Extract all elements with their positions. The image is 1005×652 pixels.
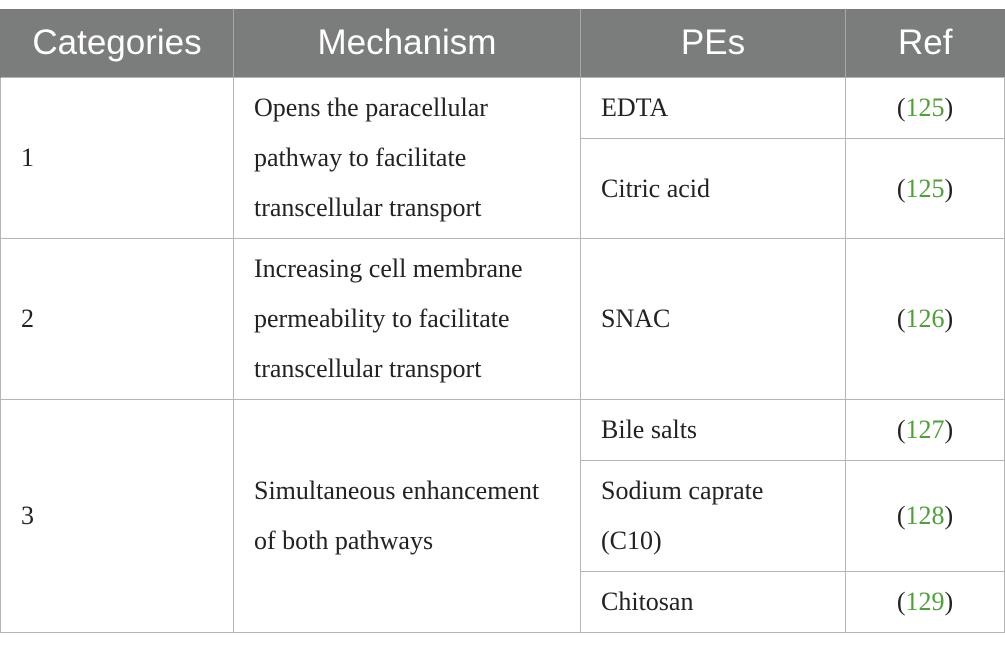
- pe-cell: Citric acid: [581, 139, 846, 239]
- ref-link[interactable]: 127: [905, 415, 945, 444]
- table-row: [1, 400, 1005, 461]
- category-cell: 2: [1, 239, 234, 400]
- penetration-enhancers-table: [0, 9, 1005, 633]
- pe-cell: Bile salts: [581, 400, 846, 461]
- ref-cell: (128): [846, 461, 1005, 572]
- pe-cell: SNAC: [581, 239, 846, 400]
- header-categories: Categories: [1, 9, 234, 78]
- ref-link[interactable]: 128: [905, 501, 945, 530]
- ref-cell: (127): [846, 400, 1005, 461]
- pe-cell: EDTA: [581, 78, 846, 139]
- table-row: [1, 239, 1005, 400]
- header-mechanism: Mechanism: [234, 9, 581, 78]
- ref-cell: (129): [846, 572, 1005, 633]
- ref-link[interactable]: 125: [905, 93, 945, 122]
- ref-link[interactable]: 125: [905, 173, 945, 203]
- ref-link[interactable]: 129: [905, 587, 945, 616]
- pe-cell: Sodium caprate (C10): [581, 461, 846, 572]
- header-pes: PEs: [581, 9, 846, 78]
- ref-cell: (125): [846, 78, 1005, 139]
- ref-cell: (126): [846, 239, 1005, 400]
- mechanism-cell: Simultaneous enhancement of both pathways: [234, 400, 581, 633]
- category-cell: 3: [1, 400, 234, 633]
- mechanism-cell: Opens the paracellular pathway to facilitate transcellular transport: [234, 78, 581, 239]
- table-row: [1, 78, 1005, 139]
- ref-cell: (125): [846, 139, 1005, 239]
- mechanism-cell: Increasing cell membrane permeability to facilitate transcellular transport: [234, 239, 581, 400]
- pe-cell: Chitosan: [581, 572, 846, 633]
- category-cell: 1: [1, 78, 234, 239]
- ref-link[interactable]: 126: [905, 304, 945, 333]
- header-row: [1, 9, 1005, 78]
- header-ref: Ref: [846, 9, 1005, 78]
